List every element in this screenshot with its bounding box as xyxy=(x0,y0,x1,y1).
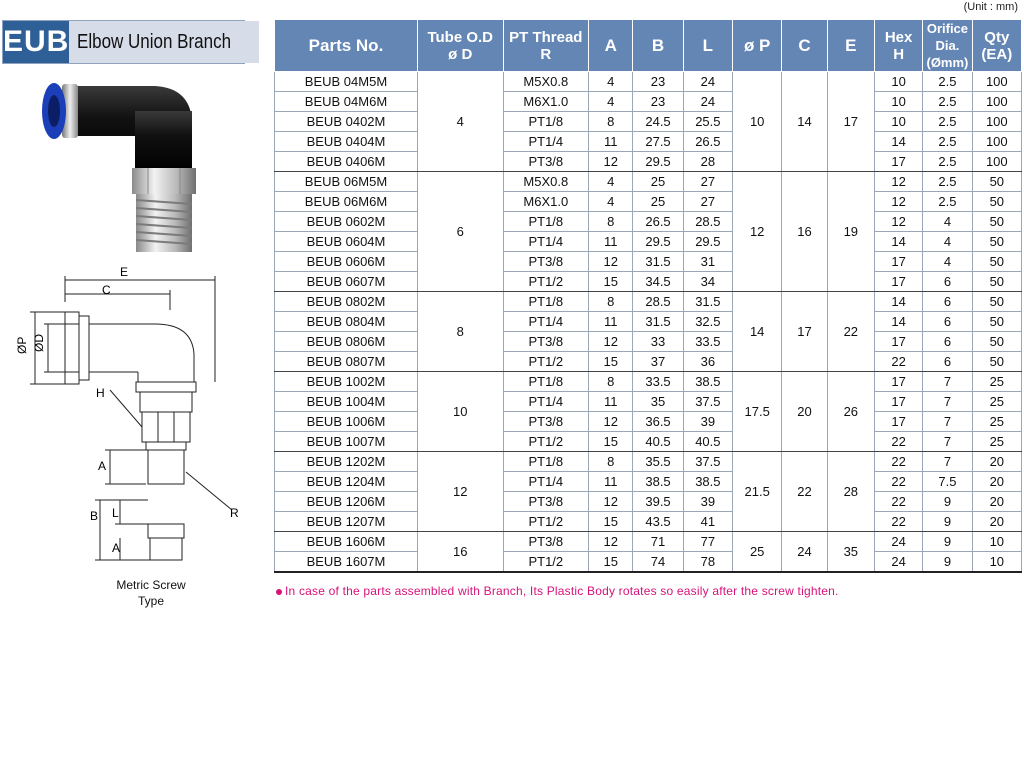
cell-orifice: 6 xyxy=(923,292,972,312)
cell-orifice: 9 xyxy=(923,552,972,572)
cell-b: 34.5 xyxy=(633,272,683,292)
header-orifice: Orifice Dia. (Ømm) xyxy=(923,20,972,72)
cell-l: 28 xyxy=(683,152,732,172)
cell-part-no: BEUB 0402M xyxy=(275,112,418,132)
cell-hex: 17 xyxy=(874,372,922,392)
cell-l: 24 xyxy=(683,92,732,112)
cell-part-no: BEUB 04M5M xyxy=(275,72,418,92)
table-row xyxy=(275,212,1022,232)
cell-hex: 12 xyxy=(874,192,922,212)
cell-e: 17 xyxy=(827,72,874,172)
caption-line-2: Type xyxy=(137,594,164,608)
cell-thread: PT1/2 xyxy=(503,352,589,372)
cell-part-no: BEUB 0602M xyxy=(275,212,418,232)
cell-qty: 50 xyxy=(972,352,1021,372)
cell-qty: 100 xyxy=(972,152,1021,172)
cell-orifice: 9 xyxy=(923,492,972,512)
cell-b: 28.5 xyxy=(633,292,683,312)
cell-a: 12 xyxy=(589,152,633,172)
table-row xyxy=(275,352,1022,372)
caption-line-1: Metric Screw xyxy=(116,578,186,592)
cell-a: 15 xyxy=(589,512,633,532)
cell-orifice: 7 xyxy=(923,372,972,392)
cell-e: 19 xyxy=(827,172,874,292)
cell-b: 35.5 xyxy=(633,452,683,472)
cell-e: 35 xyxy=(827,532,874,572)
header-p: ø P xyxy=(733,20,782,72)
cell-a: 15 xyxy=(589,272,633,292)
table-row xyxy=(275,132,1022,152)
header-qty: Qty (EA) xyxy=(972,20,1021,72)
cell-b: 26.5 xyxy=(633,212,683,232)
note-text: In case of the parts assembled with Branch, Its Plastic Body rotates so easily after the screw tighten. xyxy=(285,584,839,598)
cell-qty: 20 xyxy=(972,512,1021,532)
cell-thread: PT1/4 xyxy=(503,312,589,332)
label-h: H xyxy=(96,386,105,400)
table-row xyxy=(275,112,1022,132)
cell-b: 71 xyxy=(633,532,683,552)
cell-qty: 50 xyxy=(972,312,1021,332)
table-row xyxy=(275,372,1022,392)
cell-tube-od: 12 xyxy=(417,452,503,532)
cell-part-no: BEUB 1007M xyxy=(275,432,418,452)
cell-a: 12 xyxy=(589,332,633,352)
bullet-icon xyxy=(276,589,282,595)
cell-l: 37.5 xyxy=(683,392,732,412)
cell-qty: 25 xyxy=(972,412,1021,432)
cell-part-no: BEUB 0404M xyxy=(275,132,418,152)
cell-part-no: BEUB 0406M xyxy=(275,152,418,172)
label-a: A xyxy=(98,459,107,473)
cell-b: 38.5 xyxy=(633,472,683,492)
cell-thread: PT3/8 xyxy=(503,152,589,172)
cell-part-no: BEUB 1206M xyxy=(275,492,418,512)
cell-a: 4 xyxy=(589,172,633,192)
table-row xyxy=(275,232,1022,252)
label-b: B xyxy=(90,509,99,523)
cell-thread: PT1/8 xyxy=(503,112,589,132)
cell-thread: PT3/8 xyxy=(503,492,589,512)
cell-l: 33.5 xyxy=(683,332,732,352)
cell-c: 22 xyxy=(782,452,827,532)
cell-orifice: 7 xyxy=(923,392,972,412)
cell-orifice: 7.5 xyxy=(923,472,972,492)
note xyxy=(276,584,839,598)
cell-b: 74 xyxy=(633,552,683,572)
cell-tube-od: 16 xyxy=(417,532,503,572)
cell-l: 24 xyxy=(683,72,732,92)
table-row xyxy=(275,492,1022,512)
cell-b: 36.5 xyxy=(633,412,683,432)
cell-e: 22 xyxy=(827,292,874,372)
unit-note: (Unit : mm) xyxy=(963,1,1018,13)
cell-b: 27.5 xyxy=(633,132,683,152)
cell-thread: PT1/4 xyxy=(503,132,589,152)
cell-a: 12 xyxy=(589,252,633,272)
cell-l: 31 xyxy=(683,252,732,272)
cell-qty: 50 xyxy=(972,192,1021,212)
cell-part-no: BEUB 0606M xyxy=(275,252,418,272)
cell-qty: 100 xyxy=(972,112,1021,132)
cell-l: 39 xyxy=(683,492,732,512)
cell-qty: 20 xyxy=(972,452,1021,472)
cell-part-no: BEUB 04M6M xyxy=(275,92,418,112)
cell-orifice: 4 xyxy=(923,232,972,252)
cell-orifice: 6 xyxy=(923,332,972,352)
cell-part-no: BEUB 06M5M xyxy=(275,172,418,192)
table-row xyxy=(275,392,1022,412)
cell-orifice: 4 xyxy=(923,252,972,272)
cell-hex: 22 xyxy=(874,492,922,512)
cell-l: 26.5 xyxy=(683,132,732,152)
cell-thread: PT1/4 xyxy=(503,392,589,412)
cell-p: 14 xyxy=(733,292,782,372)
product-header xyxy=(2,20,245,64)
cell-b: 35 xyxy=(633,392,683,412)
cell-orifice: 2.5 xyxy=(923,92,972,112)
cell-thread: PT1/2 xyxy=(503,512,589,532)
cell-thread: PT1/8 xyxy=(503,292,589,312)
cell-hex: 10 xyxy=(874,112,922,132)
cell-l: 40.5 xyxy=(683,432,732,452)
table-row xyxy=(275,72,1022,92)
label-r: R xyxy=(230,506,239,520)
cell-thread: PT1/8 xyxy=(503,452,589,472)
cell-part-no: BEUB 0604M xyxy=(275,232,418,252)
label-d: ØD xyxy=(32,334,46,352)
table-row xyxy=(275,532,1022,552)
header-parts-no: Parts No. xyxy=(275,20,418,72)
cell-l: 36 xyxy=(683,352,732,372)
cell-orifice: 2.5 xyxy=(923,72,972,92)
cell-a: 11 xyxy=(589,132,633,152)
cell-part-no: BEUB 1202M xyxy=(275,452,418,472)
dimension-drawing xyxy=(10,262,255,612)
cell-part-no: BEUB 1002M xyxy=(275,372,418,392)
cell-e: 28 xyxy=(827,452,874,532)
cell-thread: PT1/8 xyxy=(503,372,589,392)
table-row xyxy=(275,272,1022,292)
cell-b: 29.5 xyxy=(633,232,683,252)
cell-qty: 50 xyxy=(972,232,1021,252)
cell-hex: 22 xyxy=(874,512,922,532)
cell-thread: PT3/8 xyxy=(503,332,589,352)
cell-a: 4 xyxy=(589,72,633,92)
cell-a: 12 xyxy=(589,412,633,432)
cell-orifice: 9 xyxy=(923,532,972,552)
cell-hex: 12 xyxy=(874,172,922,192)
cell-tube-od: 10 xyxy=(417,372,503,452)
cell-qty: 100 xyxy=(972,92,1021,112)
cell-part-no: BEUB 0607M xyxy=(275,272,418,292)
cell-qty: 25 xyxy=(972,432,1021,452)
cell-qty: 50 xyxy=(972,332,1021,352)
cell-l: 32.5 xyxy=(683,312,732,332)
product-code: EUB xyxy=(3,21,69,63)
cell-l: 39 xyxy=(683,412,732,432)
cell-a: 15 xyxy=(589,352,633,372)
table-row xyxy=(275,92,1022,112)
cell-p: 25 xyxy=(733,532,782,572)
cell-hex: 17 xyxy=(874,412,922,432)
cell-orifice: 6 xyxy=(923,312,972,332)
cell-a: 8 xyxy=(589,212,633,232)
cell-b: 25 xyxy=(633,172,683,192)
cell-l: 38.5 xyxy=(683,472,732,492)
label-a2: A xyxy=(112,541,121,555)
cell-orifice: 2.5 xyxy=(923,192,972,212)
product-photo xyxy=(40,76,230,256)
label-c: C xyxy=(102,283,111,297)
cell-a: 15 xyxy=(589,552,633,572)
header-l: L xyxy=(683,20,732,72)
header-hex: Hex H xyxy=(874,20,922,72)
cell-hex: 24 xyxy=(874,552,922,572)
cell-qty: 10 xyxy=(972,532,1021,552)
cell-l: 31.5 xyxy=(683,292,732,312)
table-row xyxy=(275,252,1022,272)
spec-table xyxy=(274,19,1022,573)
cell-qty: 100 xyxy=(972,72,1021,92)
cell-l: 41 xyxy=(683,512,732,532)
cell-qty: 25 xyxy=(972,392,1021,412)
cell-hex: 22 xyxy=(874,432,922,452)
cell-orifice: 6 xyxy=(923,272,972,292)
cell-l: 34 xyxy=(683,272,732,292)
cell-c: 20 xyxy=(782,372,827,452)
cell-thread: M6X1.0 xyxy=(503,92,589,112)
cell-hex: 14 xyxy=(874,132,922,152)
cell-a: 4 xyxy=(589,92,633,112)
cell-l: 78 xyxy=(683,552,732,572)
header-row xyxy=(275,20,1022,72)
cell-part-no: BEUB 1004M xyxy=(275,392,418,412)
cell-thread: PT3/8 xyxy=(503,252,589,272)
cell-a: 11 xyxy=(589,312,633,332)
cell-hex: 10 xyxy=(874,72,922,92)
cell-hex: 12 xyxy=(874,212,922,232)
cell-c: 24 xyxy=(782,532,827,572)
table-row xyxy=(275,292,1022,312)
cell-part-no: BEUB 06M6M xyxy=(275,192,418,212)
cell-part-no: BEUB 1207M xyxy=(275,512,418,532)
cell-p: 12 xyxy=(733,172,782,292)
cell-b: 24.5 xyxy=(633,112,683,132)
cell-hex: 17 xyxy=(874,272,922,292)
cell-l: 29.5 xyxy=(683,232,732,252)
table-row xyxy=(275,172,1022,192)
cell-hex: 17 xyxy=(874,332,922,352)
cell-part-no: BEUB 1204M xyxy=(275,472,418,492)
cell-l: 38.5 xyxy=(683,372,732,392)
table-row xyxy=(275,552,1022,572)
cell-a: 12 xyxy=(589,492,633,512)
cell-e: 26 xyxy=(827,372,874,452)
cell-b: 23 xyxy=(633,72,683,92)
cell-c: 14 xyxy=(782,72,827,172)
cell-hex: 17 xyxy=(874,252,922,272)
cell-part-no: BEUB 1006M xyxy=(275,412,418,432)
cell-thread: PT3/8 xyxy=(503,412,589,432)
cell-hex: 24 xyxy=(874,532,922,552)
cell-hex: 22 xyxy=(874,352,922,372)
cell-a: 8 xyxy=(589,452,633,472)
cell-b: 23 xyxy=(633,92,683,112)
table-row xyxy=(275,152,1022,172)
spec-table-body xyxy=(275,72,1022,572)
cell-a: 11 xyxy=(589,472,633,492)
label-e: E xyxy=(120,265,129,279)
cell-b: 33.5 xyxy=(633,372,683,392)
cell-a: 4 xyxy=(589,192,633,212)
cell-qty: 50 xyxy=(972,212,1021,232)
table-row xyxy=(275,412,1022,432)
cell-orifice: 7 xyxy=(923,452,972,472)
cell-thread: PT3/8 xyxy=(503,532,589,552)
product-name-box xyxy=(69,21,258,63)
cell-orifice: 7 xyxy=(923,432,972,452)
label-l: L xyxy=(112,506,119,520)
cell-hex: 22 xyxy=(874,452,922,472)
cell-part-no: BEUB 0807M xyxy=(275,352,418,372)
table-row xyxy=(275,452,1022,472)
header-a: A xyxy=(589,20,633,72)
label-p: ØP xyxy=(15,336,29,354)
cell-thread: PT1/2 xyxy=(503,272,589,292)
cell-thread: PT1/2 xyxy=(503,552,589,572)
header-e: E xyxy=(827,20,874,72)
cell-a: 8 xyxy=(589,372,633,392)
cell-tube-od: 8 xyxy=(417,292,503,372)
cell-l: 37.5 xyxy=(683,452,732,472)
cell-a: 11 xyxy=(589,232,633,252)
cell-thread: PT1/4 xyxy=(503,472,589,492)
cell-orifice: 2.5 xyxy=(923,172,972,192)
cell-b: 37 xyxy=(633,352,683,372)
cell-c: 16 xyxy=(782,172,827,292)
cell-hex: 17 xyxy=(874,152,922,172)
cell-part-no: BEUB 1607M xyxy=(275,552,418,572)
cell-a: 8 xyxy=(589,112,633,132)
cell-thread: M5X0.8 xyxy=(503,172,589,192)
cell-a: 11 xyxy=(589,392,633,412)
cell-part-no: BEUB 0806M xyxy=(275,332,418,352)
cell-thread: PT1/4 xyxy=(503,232,589,252)
cell-orifice: 4 xyxy=(923,212,972,232)
cell-qty: 10 xyxy=(972,552,1021,572)
cell-orifice: 2.5 xyxy=(923,112,972,132)
header-pt-thread: PT Thread R xyxy=(503,20,589,72)
cell-qty: 100 xyxy=(972,132,1021,152)
table-row xyxy=(275,432,1022,452)
cell-part-no: BEUB 0802M xyxy=(275,292,418,312)
cell-b: 29.5 xyxy=(633,152,683,172)
cell-orifice: 6 xyxy=(923,352,972,372)
cell-tube-od: 4 xyxy=(417,72,503,172)
cell-b: 33 xyxy=(633,332,683,352)
cell-thread: PT1/8 xyxy=(503,212,589,232)
cell-orifice: 7 xyxy=(923,412,972,432)
table-row xyxy=(275,312,1022,332)
cell-qty: 50 xyxy=(972,252,1021,272)
cell-hex: 14 xyxy=(874,232,922,252)
cell-part-no: BEUB 1606M xyxy=(275,532,418,552)
cell-p: 17.5 xyxy=(733,372,782,452)
cell-hex: 10 xyxy=(874,92,922,112)
header-tube-od: Tube O.D ø D xyxy=(417,20,503,72)
cell-qty: 20 xyxy=(972,472,1021,492)
table-row xyxy=(275,472,1022,492)
cell-b: 31.5 xyxy=(633,312,683,332)
cell-thread: PT1/2 xyxy=(503,432,589,452)
cell-b: 40.5 xyxy=(633,432,683,452)
cell-l: 77 xyxy=(683,532,732,552)
header-b: B xyxy=(633,20,683,72)
cell-hex: 14 xyxy=(874,312,922,332)
cell-qty: 50 xyxy=(972,292,1021,312)
table-row xyxy=(275,332,1022,352)
cell-orifice: 2.5 xyxy=(923,132,972,152)
cell-b: 25 xyxy=(633,192,683,212)
table-row xyxy=(275,192,1022,212)
header-c: C xyxy=(782,20,827,72)
cell-qty: 50 xyxy=(972,272,1021,292)
cell-b: 31.5 xyxy=(633,252,683,272)
drawing-caption xyxy=(100,577,202,609)
cell-l: 28.5 xyxy=(683,212,732,232)
cell-p: 21.5 xyxy=(733,452,782,532)
product-name: Elbow Union Branch xyxy=(77,30,232,53)
cell-qty: 20 xyxy=(972,492,1021,512)
cell-hex: 17 xyxy=(874,392,922,412)
cell-orifice: 2.5 xyxy=(923,152,972,172)
cell-hex: 14 xyxy=(874,292,922,312)
cell-hex: 22 xyxy=(874,472,922,492)
cell-qty: 50 xyxy=(972,172,1021,192)
cell-a: 8 xyxy=(589,292,633,312)
cell-tube-od: 6 xyxy=(417,172,503,292)
cell-l: 25.5 xyxy=(683,112,732,132)
table-row xyxy=(275,512,1022,532)
cell-qty: 25 xyxy=(972,372,1021,392)
cell-thread: M6X1.0 xyxy=(503,192,589,212)
cell-part-no: BEUB 0804M xyxy=(275,312,418,332)
cell-p: 10 xyxy=(733,72,782,172)
cell-orifice: 9 xyxy=(923,512,972,532)
cell-b: 39.5 xyxy=(633,492,683,512)
cell-b: 43.5 xyxy=(633,512,683,532)
cell-a: 12 xyxy=(589,532,633,552)
cell-c: 17 xyxy=(782,292,827,372)
cell-thread: M5X0.8 xyxy=(503,72,589,92)
cell-a: 15 xyxy=(589,432,633,452)
cell-l: 27 xyxy=(683,192,732,212)
cell-l: 27 xyxy=(683,172,732,192)
